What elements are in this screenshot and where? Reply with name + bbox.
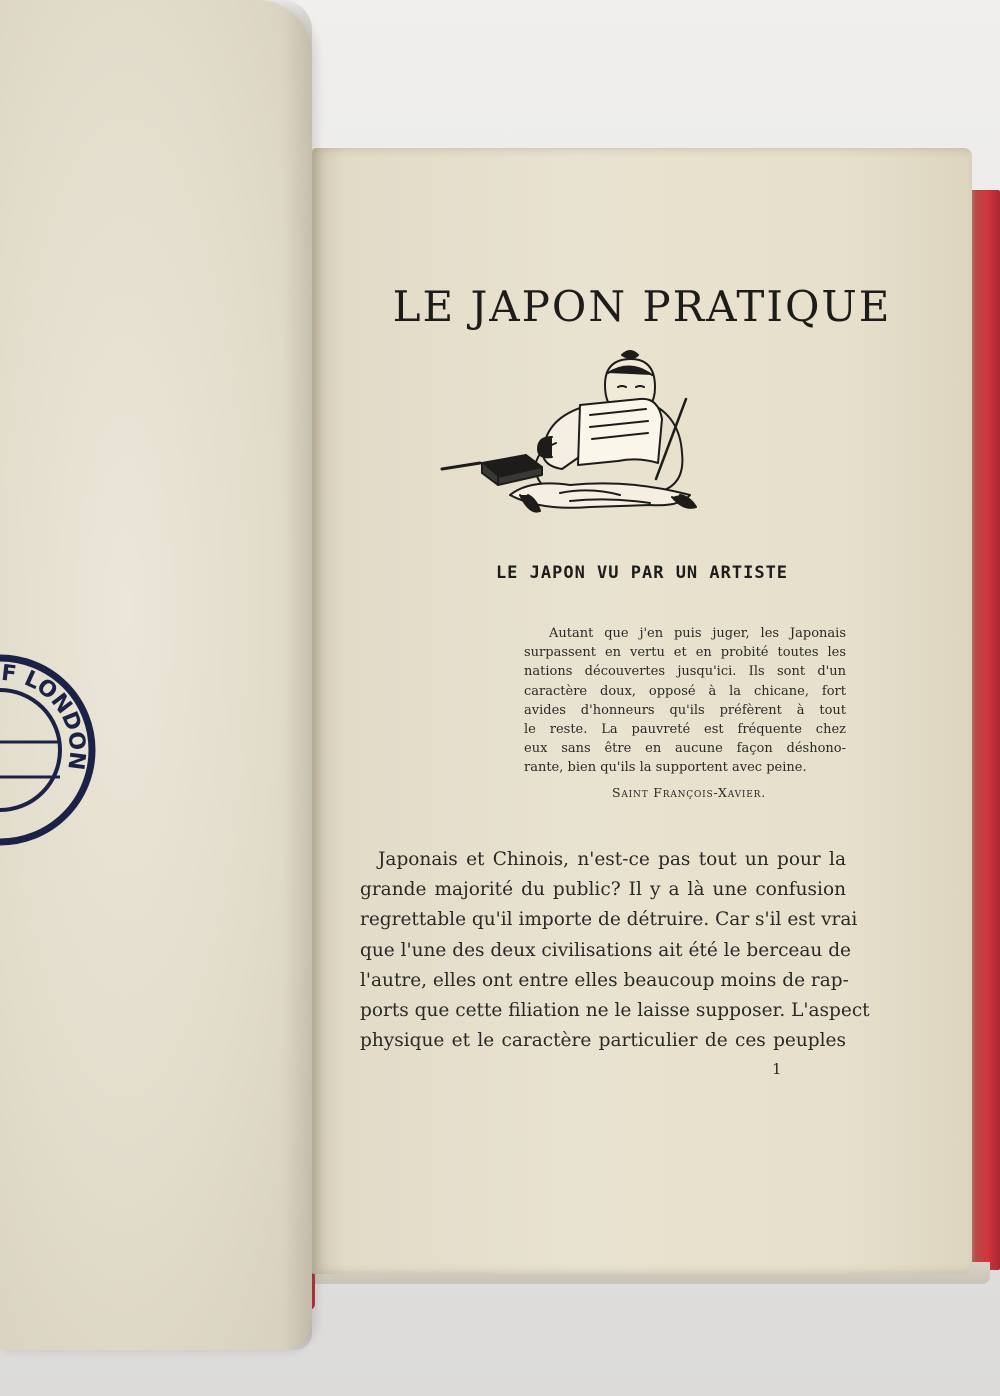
left-page — [0, 0, 312, 1350]
library-stamp — [0, 630, 110, 870]
chapter-title: LE JAPON PRATIQUE — [392, 282, 892, 331]
epigraph-line: rante, bien qu'ils la supportent avec peine. — [524, 760, 807, 776]
epigraph-line: Autant que j'en puis juger, les Japonais — [549, 626, 846, 641]
epigraph-line: avides d'honneurs qu'ils préfèrent à tout — [524, 702, 846, 718]
epigraph-line: nations découvertes jusqu'ici. Ils sont d'un — [524, 664, 846, 680]
body-paragraph — [360, 845, 870, 1056]
body-line: grande majorité du public? Il y a là une confusion — [360, 879, 846, 901]
epigraph-line: surpassent en vertu et en probité toutes les — [524, 645, 846, 661]
epigraph-line: le reste. La pauvreté est fréquente chez — [524, 722, 846, 738]
body-line: l'autre, elles ont entre elles beaucoup moins de rap- — [360, 969, 849, 991]
epigraph — [524, 624, 846, 778]
epigraph-line: eux sans être en aucune façon déshono- — [524, 741, 846, 757]
illustration-reading-figure — [440, 345, 715, 520]
body-line: regrettable qu'il importe de détruire. Car s'il est vrai — [360, 909, 858, 931]
page-number: 1 — [772, 1060, 782, 1078]
epigraph-line: caractère doux, opposé à la chicane, fort — [524, 683, 846, 699]
body-line: physique et le caractère particulier de ces peuples — [360, 1030, 846, 1052]
body-line: Japonais et Chinois, n'est-ce pas tout un pour la — [378, 849, 846, 870]
chapter-subtitle: LE JAPON VU PAR UN ARTISTE — [495, 563, 789, 583]
epigraph-attribution: Saint François-Xavier. — [612, 785, 766, 800]
body-line: ports que cette filiation ne le laisse supposer. L'aspect — [360, 1000, 870, 1022]
stamp-text: F LONDON — [0, 660, 90, 772]
body-line: que l'une des deux civilisations ait été le berceau de — [360, 939, 851, 961]
